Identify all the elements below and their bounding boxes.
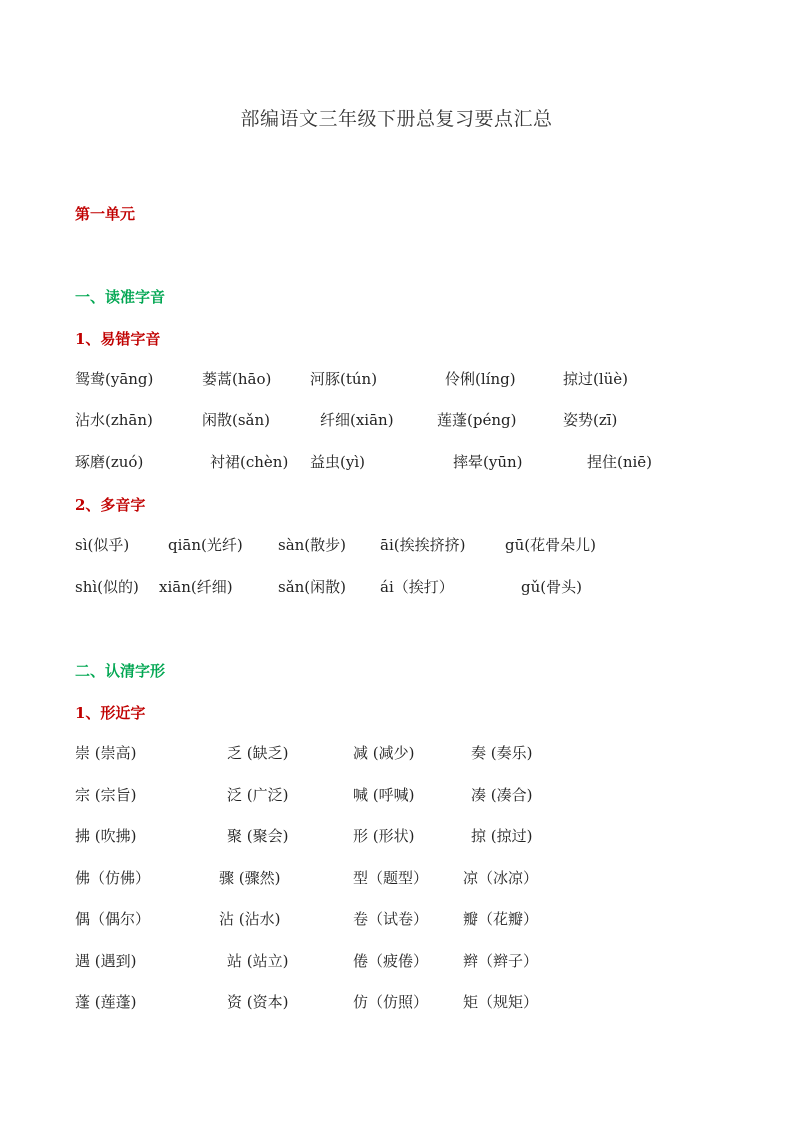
- word-cell: 型（题型）: [353, 869, 429, 887]
- word-cell: 聚 (聚会): [227, 827, 289, 845]
- word-cell: 宗 (宗旨): [75, 786, 137, 804]
- word-cell: sǎn(闲散): [278, 578, 347, 596]
- word-cell: 凉（冰凉）: [463, 869, 539, 887]
- word-cell: 姿势(zī): [563, 411, 618, 429]
- word-cell: 矩（规矩）: [463, 993, 539, 1011]
- list-item: [75, 409, 775, 431]
- word-cell: 益虫(yì): [310, 453, 365, 471]
- word-cell: gū(花骨朵儿): [505, 536, 596, 554]
- list-item: [75, 950, 775, 972]
- word-cell: āi(挨挨挤挤): [380, 536, 466, 554]
- word-cell: 仿（仿照）: [353, 993, 429, 1011]
- word-cell: xiān(纤细): [159, 578, 233, 596]
- word-cell: 摔晕(yūn): [453, 453, 523, 471]
- word-cell: 乏 (缺乏): [227, 744, 289, 762]
- word-cell: 衬裙(chèn): [210, 453, 289, 471]
- word-cell: 闲散(sǎn): [202, 411, 271, 429]
- word-cell: 鸳鸯(yāng): [75, 370, 154, 388]
- list-item: [75, 534, 775, 556]
- list-item: [75, 867, 775, 889]
- subsection-heading-polyphonic: 2、多音字: [75, 496, 146, 514]
- page-title: 部编语文三年级下册总复习要点汇总: [240, 108, 553, 130]
- word-cell: 沾水(zhān): [75, 411, 153, 429]
- list-item: [75, 991, 775, 1013]
- unit-heading: 第一单元: [75, 205, 136, 223]
- word-cell: 伶俐(líng): [445, 370, 516, 388]
- word-cell: 莲蓬(péng): [437, 411, 517, 429]
- word-cell: 偶（偶尔）: [75, 910, 151, 928]
- word-cell: sì(似乎): [75, 536, 130, 554]
- word-cell: 蒌蒿(hāo): [202, 370, 272, 388]
- word-cell: 蓬 (莲蓬): [75, 993, 137, 1011]
- word-cell: 瓣（花瓣）: [463, 910, 539, 928]
- word-cell: 减 (减少): [353, 744, 415, 762]
- word-cell: 辫（辫子）: [463, 952, 539, 970]
- word-cell: 凑 (凑合): [471, 786, 533, 804]
- word-cell: 拂 (吹拂): [75, 827, 137, 845]
- word-cell: 掠过(lüè): [563, 370, 629, 388]
- word-cell: 卷（试卷）: [353, 910, 429, 928]
- list-item: [75, 451, 775, 473]
- word-cell: 遇 (遇到): [75, 952, 137, 970]
- word-cell: 沾 (沾水): [219, 910, 281, 928]
- word-cell: 崇 (崇高): [75, 744, 137, 762]
- word-cell: 掠 (掠过): [471, 827, 533, 845]
- word-cell: 奏 (奏乐): [471, 744, 533, 762]
- word-cell: 泛 (广泛): [227, 786, 289, 804]
- word-cell: 喊 (呼喊): [353, 786, 415, 804]
- word-cell: 佛（仿佛）: [75, 869, 151, 887]
- word-cell: 捏住(niē): [587, 453, 653, 471]
- word-cell: gǔ(骨头): [521, 578, 582, 596]
- word-cell: 形 (形状): [353, 827, 415, 845]
- section-heading-glyphs: 二、认清字形: [75, 662, 166, 680]
- word-cell: 骤 (骤然): [219, 869, 281, 887]
- list-item: [75, 742, 775, 764]
- word-cell: qiān(光纤): [168, 536, 243, 554]
- word-cell: sàn(散步): [278, 536, 347, 554]
- section-heading-pronunciation: 一、读准字音: [75, 288, 166, 306]
- list-item: [75, 784, 775, 806]
- list-item: [75, 576, 775, 598]
- word-cell: 倦（疲倦）: [353, 952, 429, 970]
- word-cell: shì(似的): [75, 578, 139, 596]
- list-item: [75, 368, 775, 390]
- subsection-heading-similar-chars: 1、形近字: [75, 704, 146, 722]
- word-cell: ái（挨打）: [380, 578, 454, 596]
- word-cell: 资 (资本): [227, 993, 289, 1011]
- list-item: [75, 908, 775, 930]
- subsection-heading-error-prone: 1、易错字音: [75, 330, 161, 348]
- word-cell: 纤细(xiān): [320, 411, 394, 429]
- list-item: [75, 825, 775, 847]
- word-cell: 琢磨(zuó): [75, 453, 144, 471]
- word-cell: 站 (站立): [227, 952, 289, 970]
- word-cell: 河豚(tún): [310, 370, 378, 388]
